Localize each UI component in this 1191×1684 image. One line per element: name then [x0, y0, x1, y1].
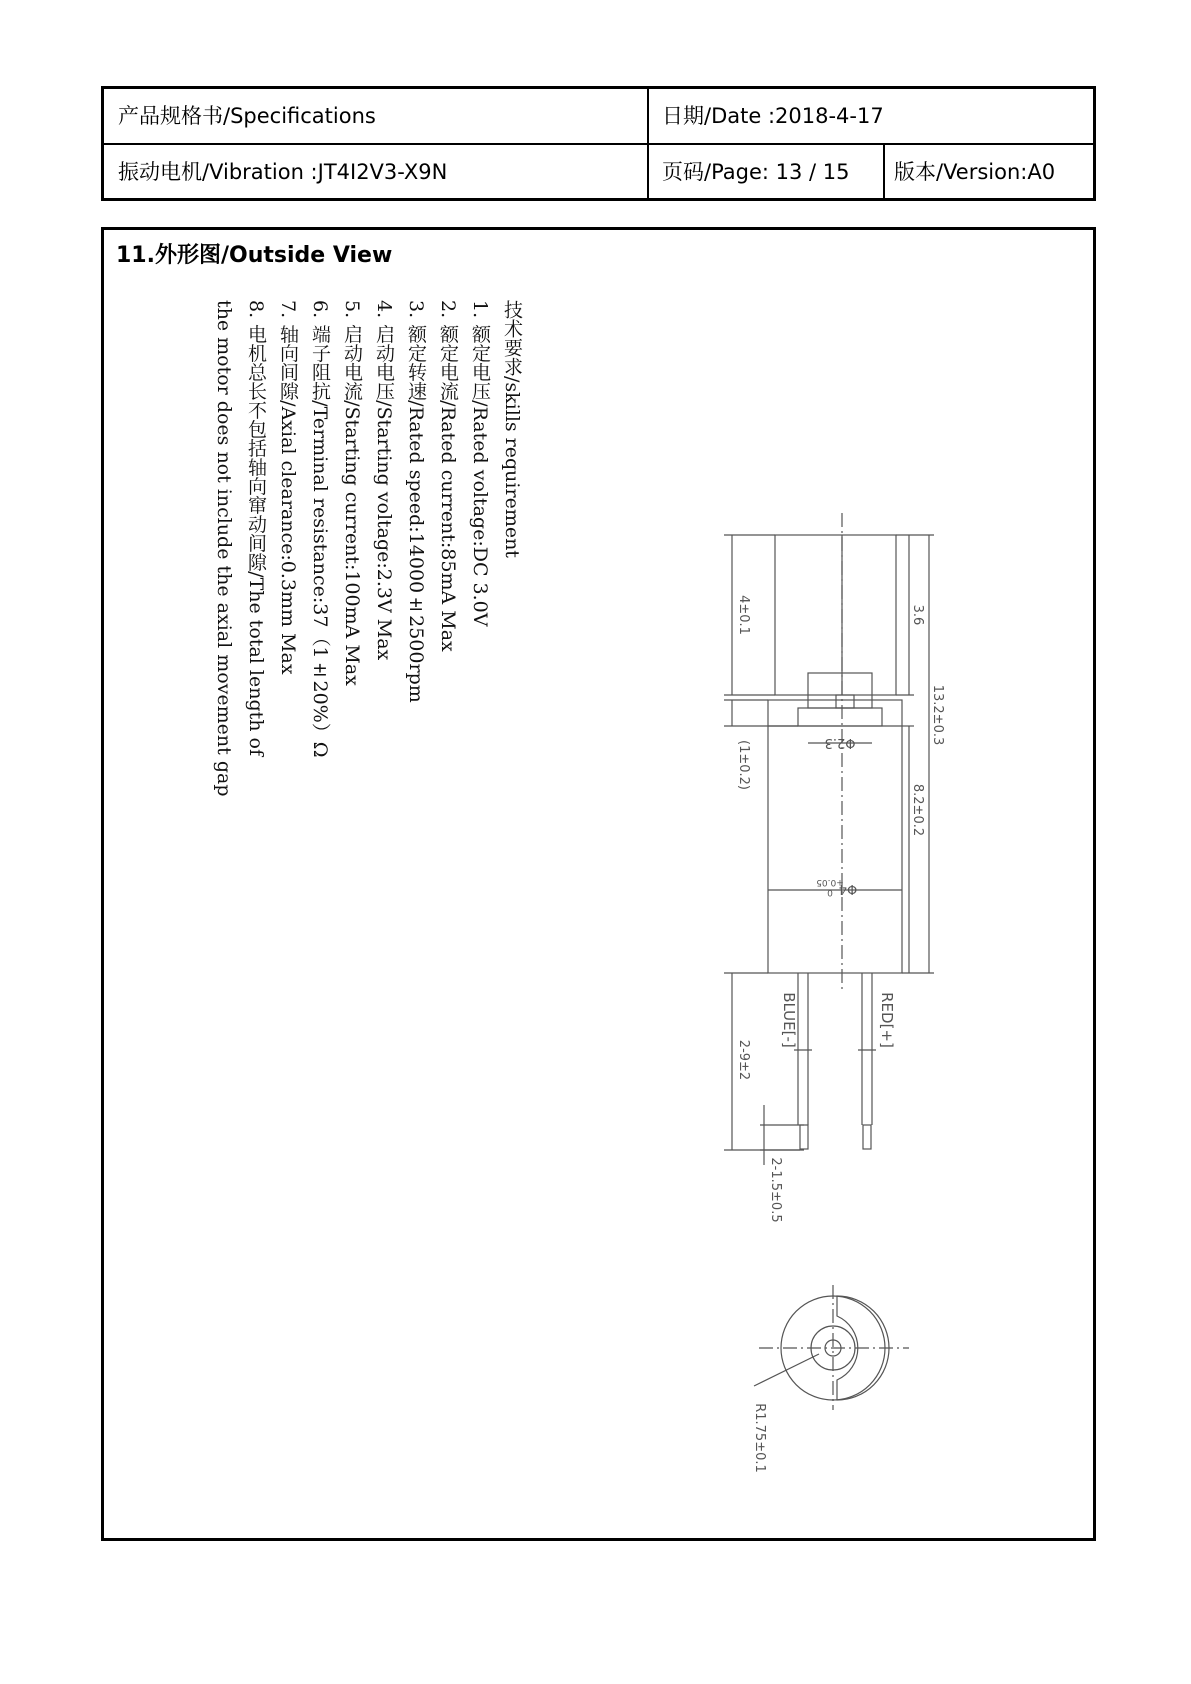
requirement-item: 1. 额定电压/Rated voltage:DC 3.0V — [469, 300, 491, 627]
header-row-divider — [104, 143, 1093, 145]
dim-leads: 2-9±2 — [736, 1039, 751, 1081]
dim-body-dia: Φ4 — [838, 881, 858, 896]
model-field: 振动电机/Vibration :JT4I2V3-X9N — [118, 160, 448, 184]
requirement-item: 6. 端子阻抗/Terminal resistance:37（1±20%）Ω — [309, 300, 331, 758]
requirement-item: 7. 轴向间隙/Axial clearance:0.3mm Max — [277, 300, 299, 675]
requirements-heading: 技术要求/skills requirement — [501, 300, 523, 558]
header-col-divider-2 — [883, 143, 885, 201]
requirement-item: 3. 额定转速/Rated speed:14000±2500rpm — [405, 300, 427, 703]
dim-overall: 13.2±0.3 — [930, 684, 945, 746]
dim-body: 8.2±0.2 — [910, 783, 925, 837]
dim-bush: (1±0.2) — [736, 740, 751, 790]
dim-body-dia-tol-lower: 0 — [827, 887, 833, 897]
dim-body-dia-tol-upper: +0.05 — [816, 877, 844, 887]
requirement-item: 4. 启动电压/Starting voltage:2.3V Max — [373, 300, 395, 661]
requirement-item: 2. 额定电流/Rated current:85mA Max — [437, 300, 459, 652]
motor-drawing — [104, 230, 1093, 1538]
outside-view-section — [101, 227, 1096, 1541]
section-title: 11.外形图/Outside View — [116, 243, 393, 268]
header-col-divider — [647, 89, 649, 198]
page-field: 页码/Page: 13 / 15 — [662, 160, 850, 184]
date-field: 日期/Date :2018-4-17 — [662, 104, 884, 128]
requirement-item: 5. 启动电流/Starting current:100mA Max — [341, 300, 363, 686]
dim-shaft-total: 4±0.1 — [736, 595, 751, 635]
dim-radius: R1.75±0.1 — [752, 1403, 767, 1473]
dim-shaft-dia: Φ2.3 — [824, 735, 856, 750]
motor-bushing — [798, 708, 882, 726]
version-field: 版本/Version:A0 — [894, 160, 1056, 184]
requirement-item: 8. 电机总长不包括轴向窜动间隙/The total length of — [245, 300, 267, 757]
eccentric-weight — [775, 535, 896, 695]
label-red-lead: RED[+] — [878, 992, 896, 1048]
motor-shaft — [836, 695, 854, 708]
label-blue-lead: BLUE[-] — [780, 992, 798, 1048]
spec-title: 产品规格书/Specifications — [118, 104, 376, 128]
header-table — [101, 86, 1096, 201]
requirement-item: the motor does not include the axial movement gap — [213, 300, 235, 797]
dim-strip: 2-1.5±0.5 — [768, 1157, 783, 1223]
dim-weight: 3.6 — [910, 604, 925, 626]
